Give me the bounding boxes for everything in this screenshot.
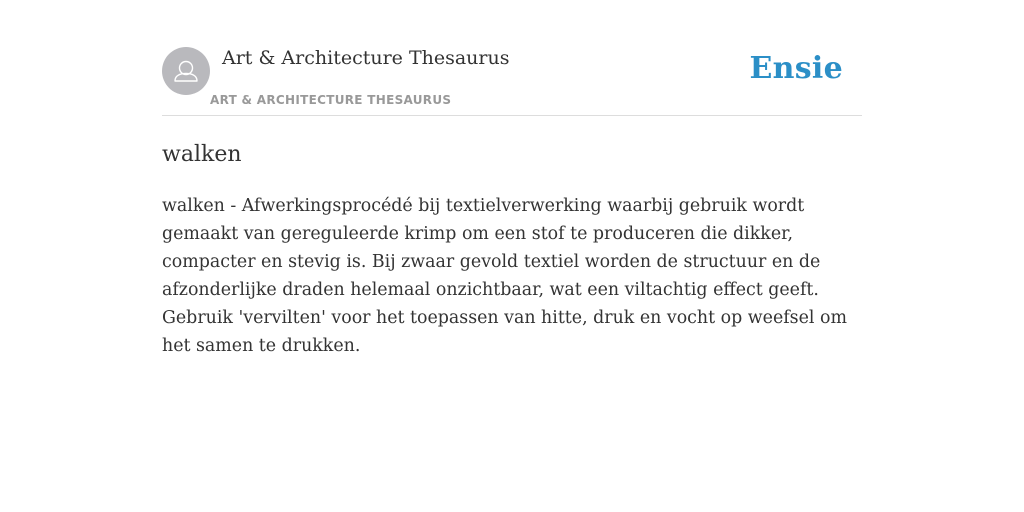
entry-term: walken [162, 142, 242, 167]
source-title[interactable]: Art & Architecture Thesaurus [222, 47, 510, 69]
entry-definition: walken - Afwerkingsprocédé bij textielverwerking waarbij gebruik wordt gemaakt van gereguleerde krimp om een stof te produceren die dikker, compacter en stevig is. Bij zwaar gevold textiel worden de structuur en de afzonderlijke draden helemaal onzichtbaar, wat een viltachtig effect geeft. Gebruik 'vervilten' voor het toepassen van hitte, druk en vocht op weefsel om het samen te drukken. [162, 196, 847, 356]
user-avatar-icon[interactable] [162, 47, 210, 95]
source-header [162, 0, 862, 116]
ensie-logo[interactable]: Ensie [749, 51, 843, 86]
person-outline-icon [162, 47, 210, 95]
source-subtitle: ART & ARCHITECTURE THESAURUS [210, 93, 452, 107]
page-container [162, 0, 862, 356]
